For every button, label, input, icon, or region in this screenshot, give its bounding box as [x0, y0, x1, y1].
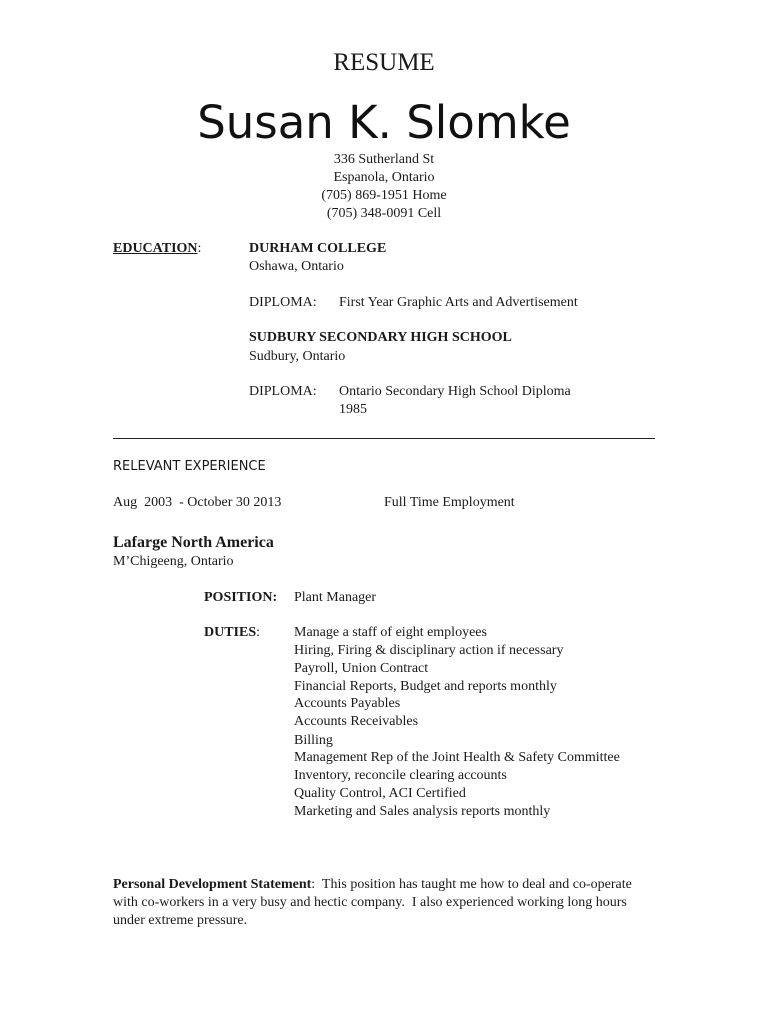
diploma-label: DIPLOMA: — [249, 384, 317, 399]
education-heading — [113, 240, 201, 258]
duties-colon: : — [256, 625, 261, 640]
duty-item: Management Rep of the Joint Health & Safety Committee — [294, 750, 620, 765]
duty-item: Payroll, Union Contract — [294, 661, 429, 676]
duty-item: Billing — [294, 733, 333, 748]
experience-heading: RELEVANT EXPERIENCE — [113, 459, 266, 474]
duty-item: Financial Reports, Budget and reports monthly — [294, 679, 557, 694]
duty-item: Accounts Payables — [294, 696, 401, 711]
company-location: M’Chigeeng, Ontario — [113, 554, 234, 569]
personal-statement — [113, 876, 653, 930]
duty-item: Marketing and Sales analysis reports monthly — [294, 804, 551, 819]
statement-text: : This position has taught me how to deal and co-operate with co-workers in a very busy and hectic company. I also experienced working long hours under extreme pressure. — [113, 877, 636, 928]
company-name: Lafarge North America — [113, 534, 274, 551]
duty-item: Hiring, Firing & disciplinary action if necessary — [294, 643, 564, 658]
duty-item: Accounts Receivables — [294, 714, 419, 729]
diploma-label: DIPLOMA: — [249, 295, 317, 310]
education-label: EDUCATION — [113, 241, 198, 256]
address-street: 336 Sutherland St — [333, 152, 435, 167]
phone-cell: (705) 348-0091 Cell — [326, 206, 442, 221]
phone-home: (705) 869-1951 Home — [321, 188, 447, 203]
employment-type: Full Time Employment — [384, 495, 515, 510]
address-city: Espanola, Ontario — [333, 170, 435, 185]
education-colon: : — [197, 241, 202, 256]
diploma-value: First Year Graphic Arts and Advertisement — [339, 295, 578, 310]
employment-dates: Aug 2003 - October 30 2013 — [113, 495, 282, 510]
position-label: POSITION: — [204, 590, 278, 605]
duty-item: Inventory, reconcile clearing accounts — [294, 768, 507, 783]
section-divider — [113, 438, 655, 439]
duties-label: DUTIES — [204, 625, 257, 640]
position-value: Plant Manager — [294, 590, 377, 605]
statement-label: Personal Development Statement — [113, 877, 312, 892]
diploma-year: 1985 — [339, 402, 367, 417]
duty-item: Quality Control, ACI Certified — [294, 786, 466, 801]
diploma-value: Ontario Secondary High School Diploma — [339, 384, 571, 399]
school-location: Oshawa, Ontario — [249, 259, 344, 274]
resume-heading: RESUME — [333, 49, 435, 76]
school-name: SUDBURY SECONDARY HIGH SCHOOL — [249, 330, 512, 345]
duty-item: Manage a staff of eight employees — [294, 625, 487, 640]
school-name: DURHAM COLLEGE — [249, 241, 387, 256]
school-location: Sudbury, Ontario — [249, 349, 346, 364]
duties-heading — [204, 624, 260, 642]
applicant-name: Susan K. Slomke — [197, 96, 571, 149]
